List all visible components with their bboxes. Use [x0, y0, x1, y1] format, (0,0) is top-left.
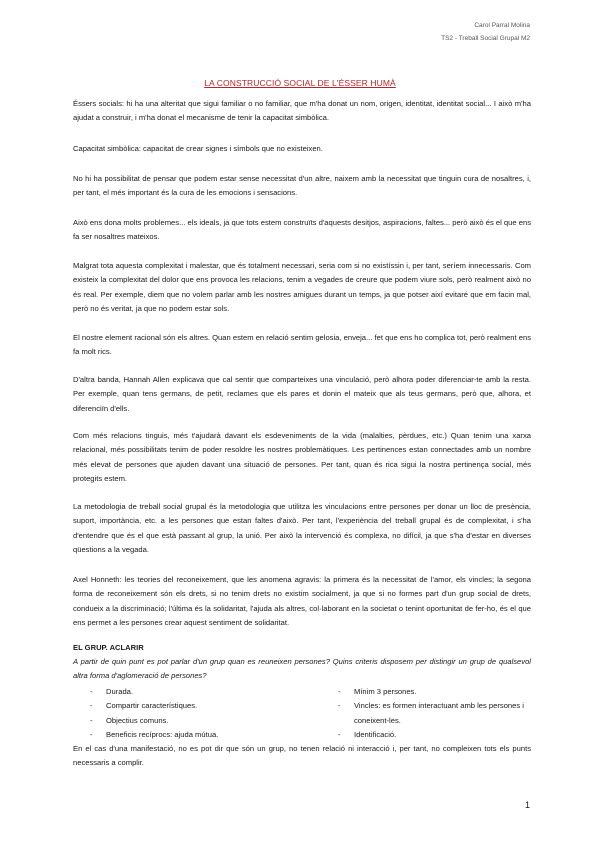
page-title: LA CONSTRUCCIÓ SOCIAL DE L'ÉSSER HUMÀ: [204, 78, 396, 88]
paragraph-8: Com més relacions tinguis, més t'ajudarà davant els esdeveniments de la vida (malalties, pèrdues, etc.) Quan tenim una xarxa relacional, més possibilitats tenim de poder resoldre les nostres problemàtiques. Les pertinences estan connectades amb un nombre més elevat de persones que ajuden davant una situació de persones. Per tant, quan és rica sigui la nostra pertinença social, més protegits estem.: [73, 431, 531, 483]
section-question: A partir de quin punt es pot parlar d'un grup quan es reuneixen persones? Quins criteris disposem per distingir un grup de qualsevol altra forma d'aglomeració de persones?: [73, 657, 531, 681]
list-item-text: Objectius comuns.: [106, 715, 169, 725]
bullet-dash: -: [90, 715, 93, 725]
paragraph-6: El nostre element racional són els altres. Quan estem en relació sentim gelosia, enveja... fet que ens ho complica tot, però realment ens fa molt rics.: [73, 333, 531, 357]
list-item: [90, 685, 320, 699]
list-item: [338, 728, 533, 742]
bullet-dash: -: [90, 701, 93, 711]
paragraph-3: No hi ha possibilitat de pensar que podem estar sense necessitat d'un altre, naixem amb la necessitat que tinguin cura de nosaltres, i, per tant, el més important és la cura de les emocions i sensacions.: [73, 174, 531, 198]
list-item-text: Beneficis recíprocs: ajuda mútua.: [106, 729, 219, 739]
list-item: [90, 728, 320, 742]
list-item-text: Identificació.: [354, 729, 397, 739]
paragraph-2: Capacitat simbòlica: capacitat de crear signes i símbols que no existeixen.: [73, 144, 323, 153]
criteria-list-left: [90, 685, 320, 742]
paragraph-1: Éssers socials: hi ha una alteritat que sigui familiar o no familiar, que m'ha donat un nom, origen, identitat, identitat social... I això m'ha ajudat a construir, i m'ha donat el mecanisme de tenir la capacitat simbòlica.: [73, 99, 531, 123]
bullet-dash: -: [338, 701, 341, 711]
paragraph-10: Axel Honneth: les teories del reconeixement, que les anomena agravis: la primera és la necessitat de l'amor, els vincles; la segona forma de reconeixement són els drets, si no tenim drets no existim socialment, ja que si no formes part d'un grup social de drets, condueix a la discriminació; l'última és la solidaritat, l'ajuda als altres, col·laborant en la societat o tenint oportunitat de fer-ho, és el que ens permet a les persones crear aquest sentiment de solidaritat.: [73, 575, 531, 627]
list-item: [338, 699, 533, 728]
paragraph-9: La metodologia de treball social grupal és la metodologia que utilitza les vinculacions entre persones per donar un lloc de presència, suport, importància, etc. a les persones que estan faltes d'això. Per tant, l'experiència del treball grupal és de complexitat, i s'ha d'entendre que és el que està passant al grup, la unió. Per això la intervenció és complexa, no difícil, ja que s'ha d'estar en diverses qüestions a la vegada.: [73, 502, 531, 554]
bullet-dash: -: [90, 729, 93, 739]
paragraph-7: D'altra banda, Hannah Allen explicava que cal sentir que comparteixes una vinculació, però alhora poder diferenciar-te amb la resta. Per exemple, quan tens germans, de petit, reclames que els pares et donin el mateix que als teus germans, però que, alhora, et diferenciïn d'ells.: [73, 375, 531, 413]
paragraph-4: Això ens dona molts problemes... els ideals, ja que tots estem construïts d'aquests desitjos, aspiracions, faltes... però això és el que ens fa ser nosaltres mateixos.: [73, 218, 531, 242]
header-course: TS2 - Treball Social Grupal M2: [441, 35, 530, 42]
bullet-dash: -: [338, 729, 341, 739]
bullet-dash: -: [90, 687, 93, 696]
list-item: [338, 685, 533, 699]
page-number: 1: [524, 800, 530, 810]
criteria-list-right: [338, 685, 533, 742]
list-item-text: Vincles: es formen interactuant amb les persones i coneixent-les.: [354, 701, 524, 725]
closing-paragraph: En el cas d'una manifestació, no es pot dir que són un grup, no tenen relació ni interacció i, per tant, no compleixen tots els punts necessaris a complir.: [73, 744, 531, 768]
paragraph-5: Malgrat tota aquesta complexitat i malestar, que és totalment necessari, seria com si no existíssin i, per tant, seríem innecessaris. Com existeix la complexitat del dolor que ens provoca les relacions, tenim a vegades de creure que podem viure sols, però realment això no és real. Per exemple, diem que no volem parlar amb les nostres amigues durant un temps, ja que potser així evitaré que em facin mal, però no és veritat, ja que no podem estar sols.: [73, 261, 531, 313]
list-item-text: Compartir característiques.: [106, 701, 198, 711]
list-item-text: Mínim 3 persones.: [354, 687, 417, 696]
list-item-text: Durada.: [106, 687, 134, 696]
list-item: [90, 714, 320, 728]
header-author: Carol Parral Molina: [474, 22, 530, 29]
bullet-dash: -: [338, 687, 341, 696]
list-item: [90, 699, 320, 713]
section-heading: EL GRUP. ACLARIR: [73, 643, 144, 652]
